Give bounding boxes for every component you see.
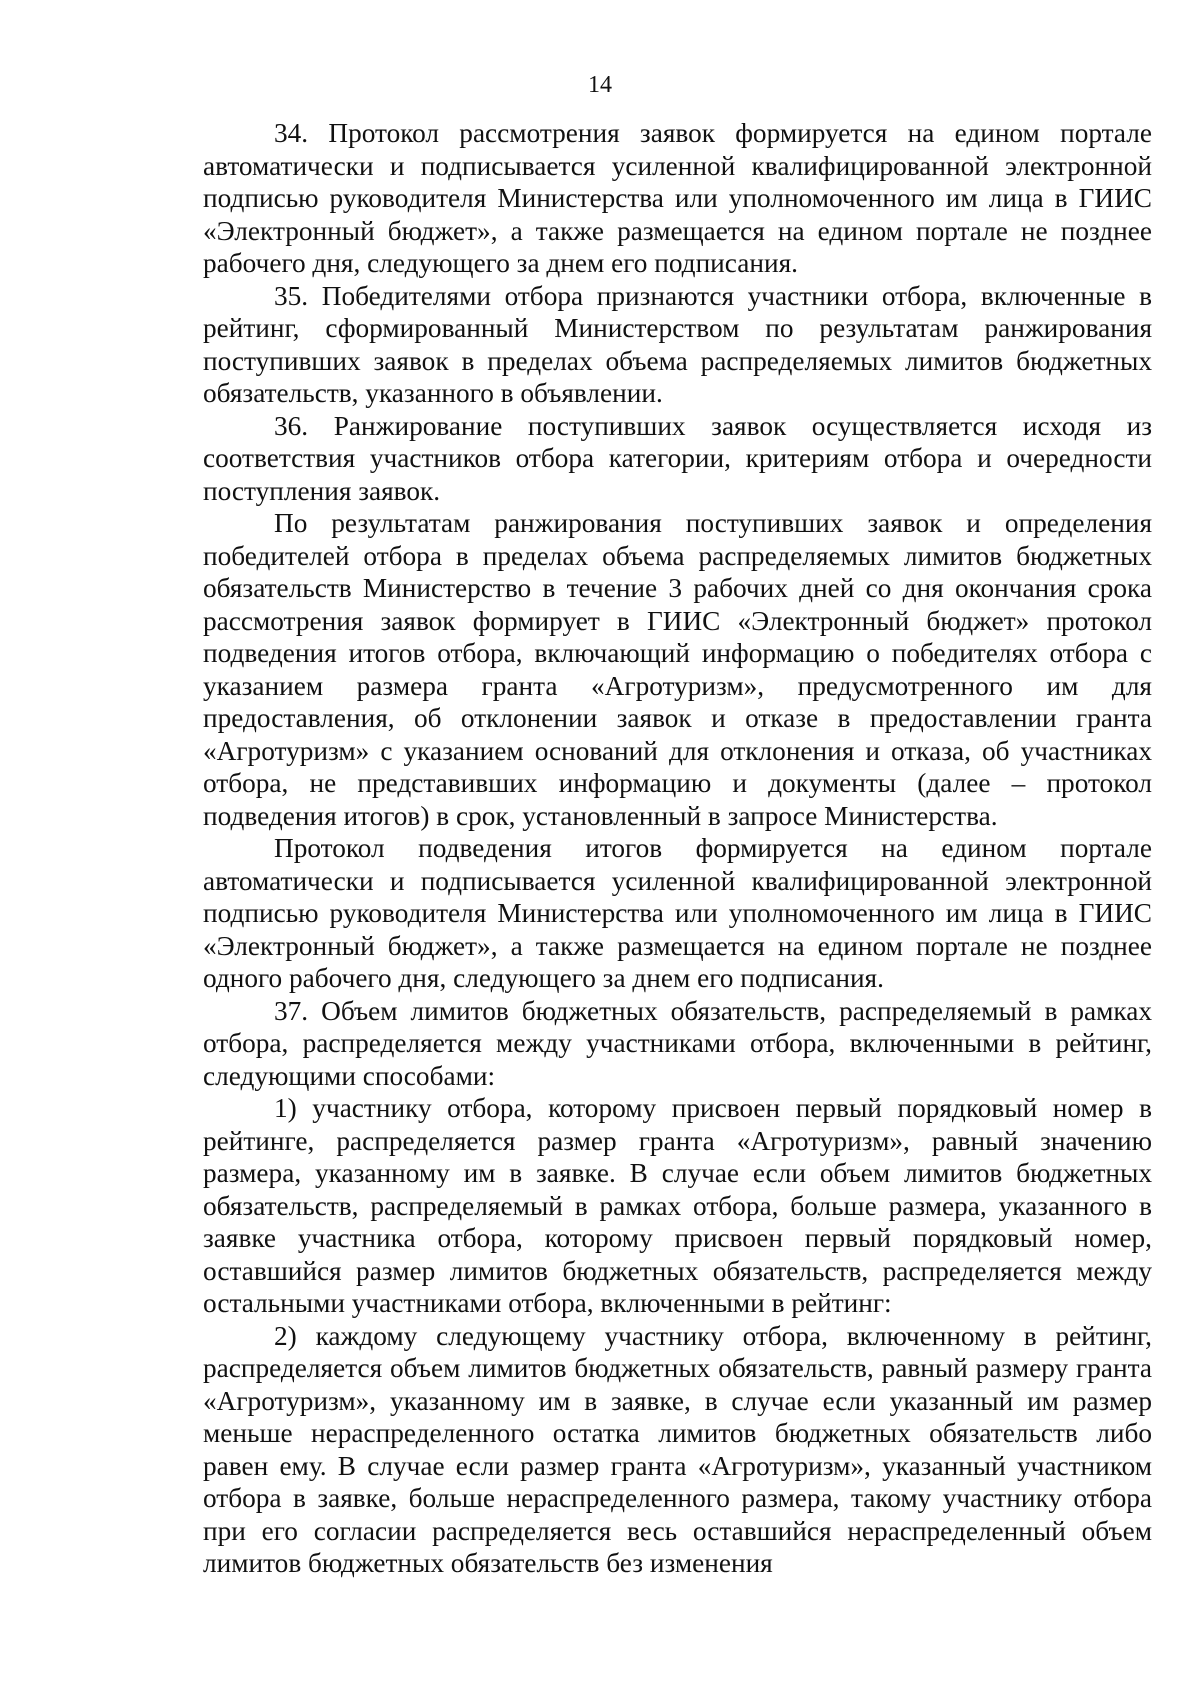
- paragraph-37: 37. Объем лимитов бюджетных обязательств, распределяемый в рамках отбора, распределяется между участниками отбора, включенными в рейтинг, следующими способами:: [203, 995, 1152, 1091]
- paragraph-ranking-results: По результатам ранжирования поступивших заявок и определения победителей отбора в пределах объема распределяемых лимитов бюджетных обязательств Министерство в течение 3 рабочих дней со дня окончания срока рассмотрения заявок формирует в ГИИС «Электронный бюджет» протокол подведения итогов отбора, включающий информацию о победителях отбора с указанием размера гранта «Агротуризм», предусмотренного им для предоставления, об отклонении заявок и отказе в предоставлении гранта «Агротуризм» с указанием оснований для отклонения и отказа, об участниках отбора, не представивших информацию и документы (далее – протокол подведения итогов) в срок, установленный в запросе Министерства.: [203, 508, 1152, 831]
- paragraph-35: 35. Победителями отбора признаются участники отбора, включенные в рейтинг, сформированный Министерством по результатам ранжирования поступивших заявок в пределах объема распределяемых лимитов бюджетных обязательств, указанного в объявлении.: [203, 280, 1152, 408]
- list-item-2: 2) каждому следующему участнику отбора, включенному в рейтинг, распределяется объем лимитов бюджетных обязательств, равный размеру гранта «Агротуризм», указанному им в заявке, в случае если указанный им размер меньше нераспределенного остатка лимитов бюджетных обязательств либо равен ему. В случае если размер гранта «Агротуризм», указанный участником отбора в заявке, больше нераспределенного размера, такому участнику отбора при его согласии распределяется весь оставшийся нераспределенный объем лимитов бюджетных обязательств без изменения: [203, 1320, 1152, 1578]
- page-number: 14: [588, 72, 612, 98]
- document-body: [203, 117, 1152, 1580]
- paragraph-34: 34. Протокол рассмотрения заявок формируется на едином портале автоматически и подписывается усиленной квалифицированной электронной подписью руководителя Министерства или уполномоченного им лица в ГИИС «Электронный бюджет», а также размещается на едином портале не позднее рабочего дня, следующего за днем его подписания.: [203, 118, 1152, 278]
- paragraph-results-protocol: Протокол подведения итогов формируется на едином портале автоматически и подписывается усиленной квалифицированной электронной подписью руководителя Министерства или уполномоченного им лица в ГИИС «Электронный бюджет», а также размещается на едином портале не позднее одного рабочего дня, следующего за днем его подписания.: [203, 833, 1152, 993]
- list-item-1: 1) участнику отбора, которому присвоен первый порядковый номер в рейтинге, распределяется размер гранта «Агротуризм», равный значению размера, указанному им в заявке. В случае если объем лимитов бюджетных обязательств, распределяемый в рамках отбора, больше размера, указанного в заявке участника отбора, которому присвоен первый порядковый номер, оставшийся размер лимитов бюджетных обязательств, распределяется между остальными участниками отбора, включенными в рейтинг:: [203, 1093, 1152, 1318]
- paragraph-36: 36. Ранжирование поступивших заявок осуществляется исходя из соответствия участников отбора категории, критериям отбора и очередности поступления заявок.: [203, 410, 1152, 506]
